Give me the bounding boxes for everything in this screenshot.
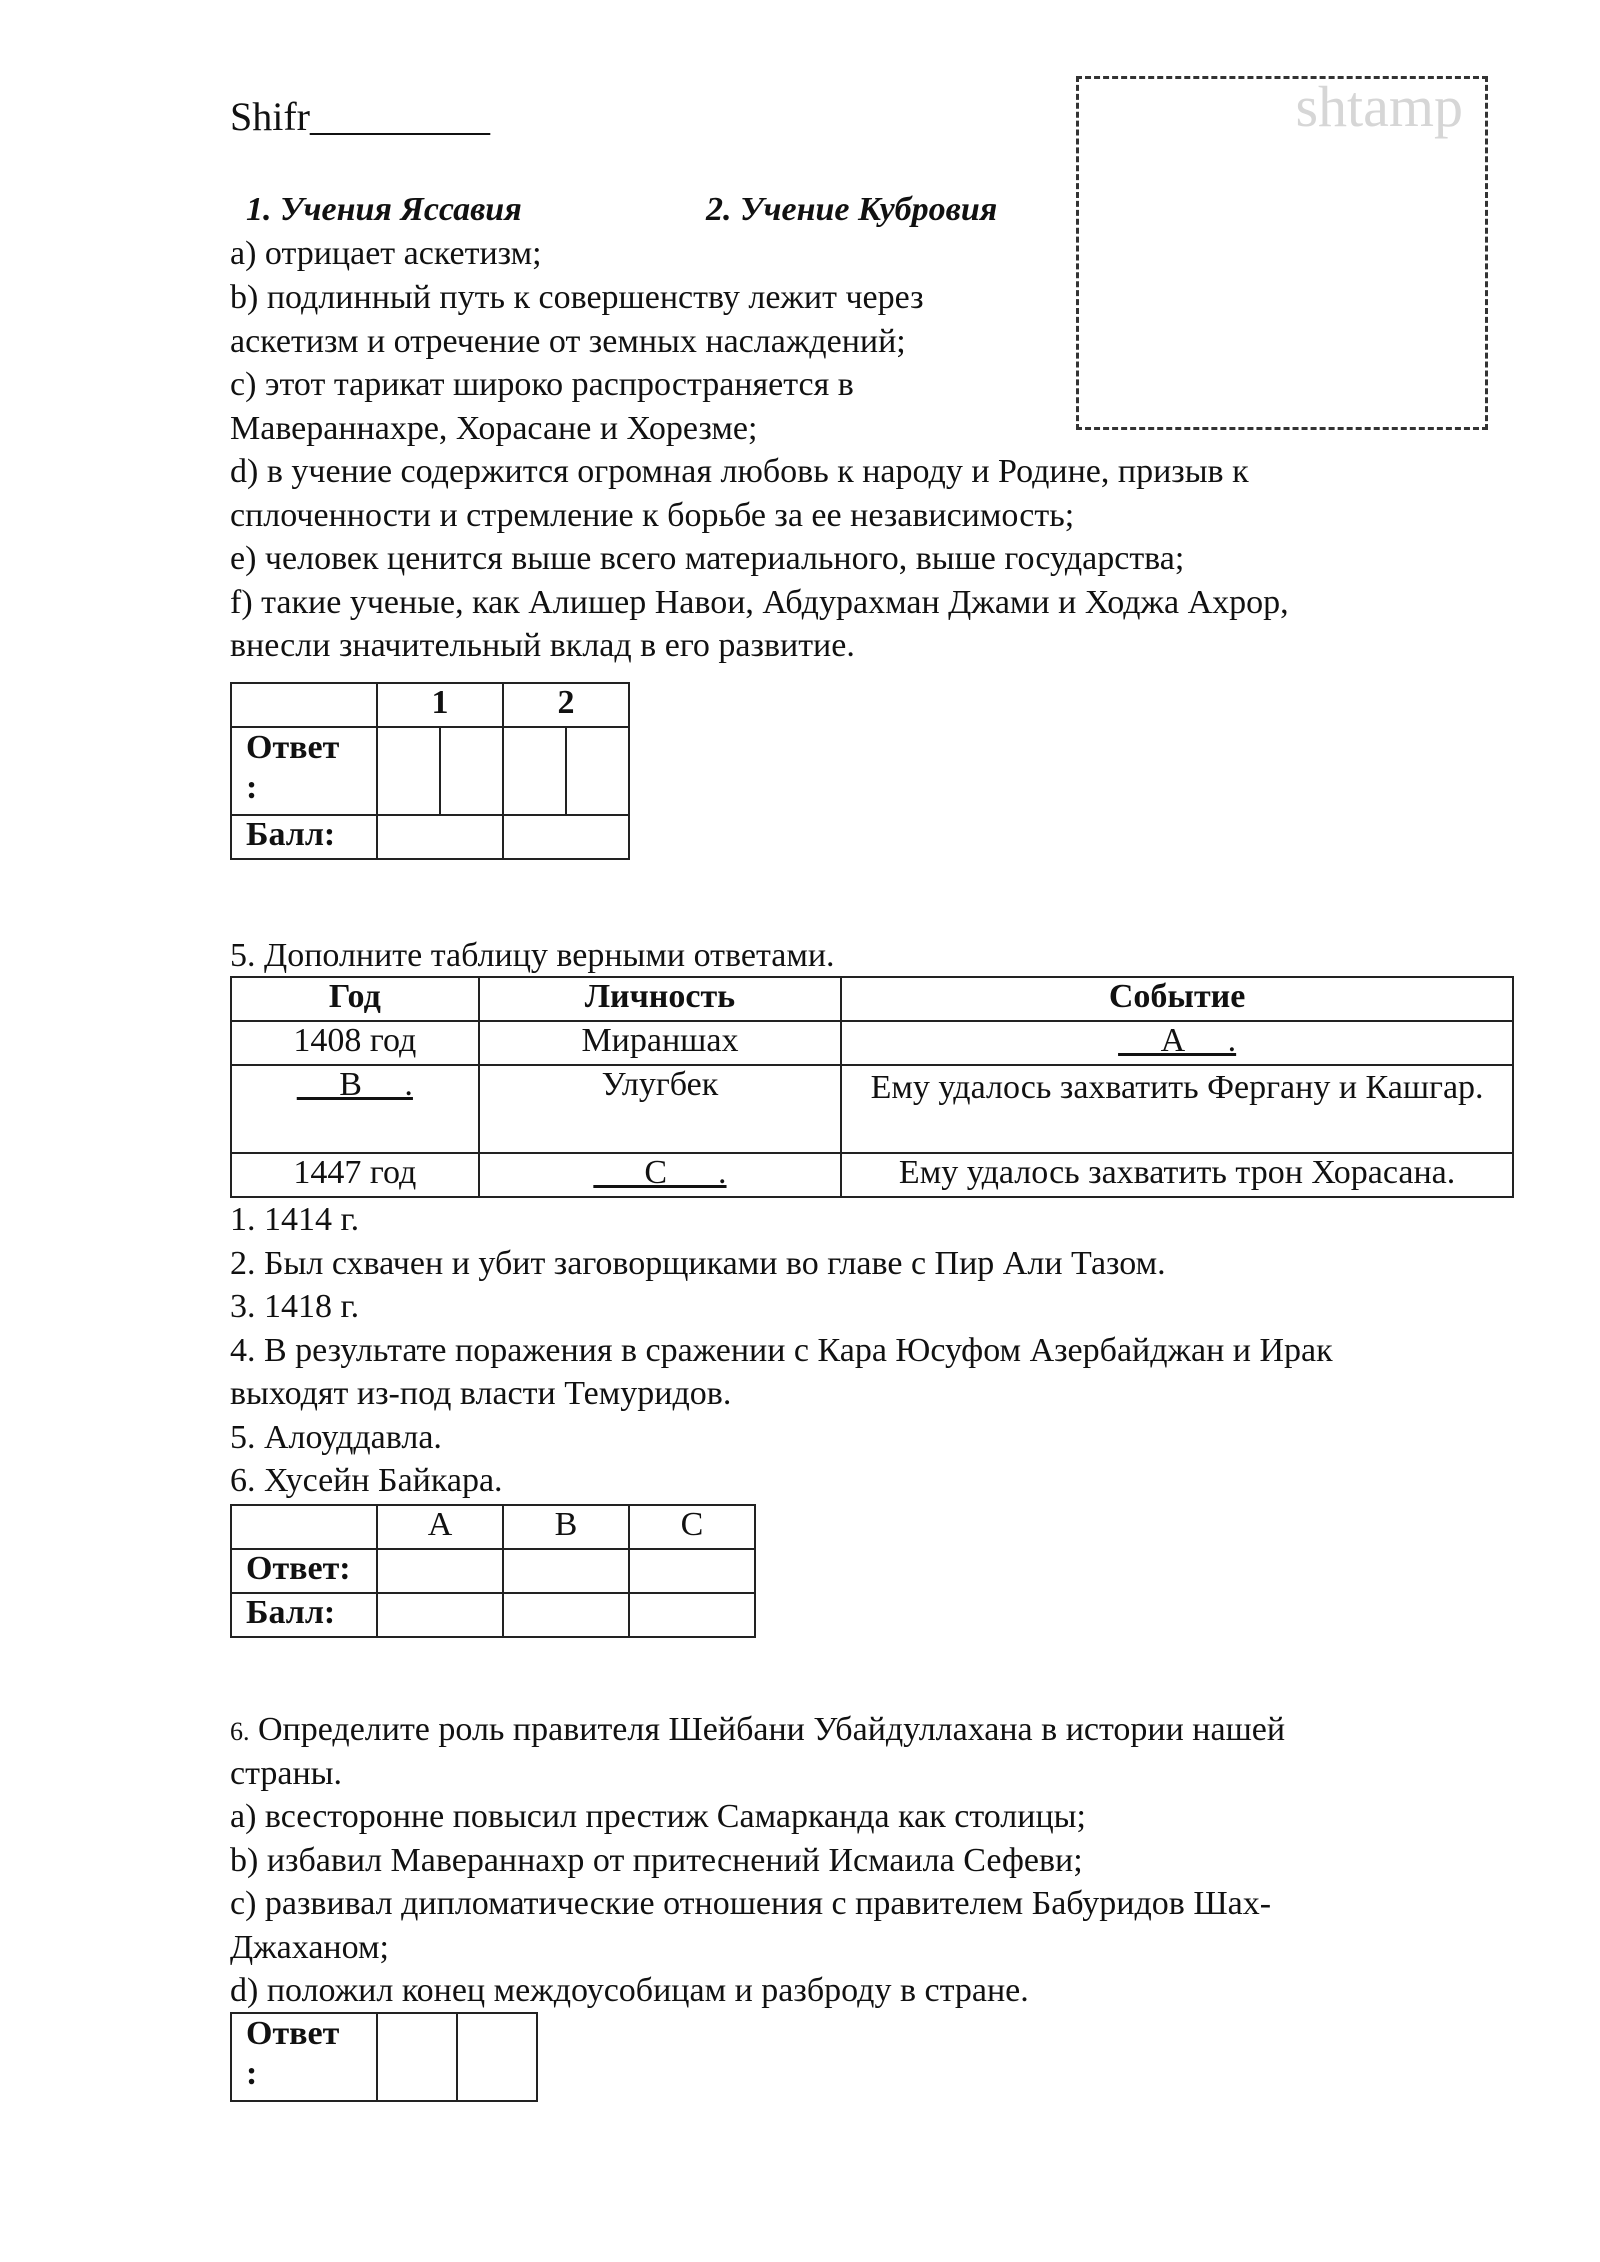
q5-table-corner xyxy=(231,1505,377,1549)
cell-person: Улугбек xyxy=(479,1065,842,1153)
heading-yassavi: 1. Учения Яссавия xyxy=(246,191,522,228)
q6-answer-cell[interactable] xyxy=(457,2013,537,2101)
shifr-field[interactable]: Shifr_________ xyxy=(230,94,490,139)
option-line: аскетизм и отречение от земных наслаждений; xyxy=(230,323,906,360)
q4-answer-label-colon: : xyxy=(246,769,258,806)
blank-a xyxy=(841,1021,1513,1065)
cell-year: 1408 год xyxy=(231,1021,479,1065)
q6-answer-label-colon: : xyxy=(246,2055,258,2092)
q5-col-header: C xyxy=(629,1505,755,1549)
q4-score-label: Балл: xyxy=(231,815,377,859)
q5-option: 6. Хусейн Байкара. xyxy=(230,1462,503,1499)
q4-answer-label-text: Ответ xyxy=(246,729,340,766)
q5-fill-table xyxy=(230,976,1514,1198)
q5-score-cell[interactable] xyxy=(629,1593,755,1637)
q5-col-header: B xyxy=(503,1505,629,1549)
q4-answer-table xyxy=(230,682,630,860)
option-line: b) подлинный путь к совершенству лежит через xyxy=(230,279,924,316)
q6-title xyxy=(230,1708,1285,1753)
q4-answer-cell[interactable] xyxy=(503,727,566,815)
q4-score-cell[interactable] xyxy=(377,815,503,859)
q4-answer-label xyxy=(231,727,377,815)
cell-event: Ему удалось захватить Фергану и Кашгар. xyxy=(841,1065,1513,1153)
q6-option: c) развивал дипломатические отношения с правителем Бабуридов Шах- xyxy=(230,1885,1272,1922)
option-line: e) человек ценится выше всего материального, выше государства; xyxy=(230,540,1185,577)
blank-b-text: В . xyxy=(296,1066,413,1103)
q6-option: a) всесторонне повысил престиж Самарканда как столицы; xyxy=(230,1798,1086,1835)
blank-b xyxy=(231,1065,479,1153)
q6-answer-table xyxy=(230,2012,538,2102)
q4-score-cell[interactable] xyxy=(503,815,629,859)
q5-option: выходят из-под власти Темуридов. xyxy=(230,1375,732,1412)
q4-answer-cell[interactable] xyxy=(440,727,503,815)
q5-answer-cell[interactable] xyxy=(377,1549,503,1593)
q6-option: b) избавил Мавераннахр от притеснений Исмаила Сефеви; xyxy=(230,1842,1083,1879)
q4-col-header: 2 xyxy=(503,683,629,727)
q4-col-header: 1 xyxy=(377,683,503,727)
q6-number: 6. xyxy=(230,1717,250,1746)
q4-table-corner xyxy=(231,683,377,727)
header-event: Событие xyxy=(841,977,1513,1021)
q5-answer-cell[interactable] xyxy=(503,1549,629,1593)
q5-answer-cell[interactable] xyxy=(629,1549,755,1593)
q6-option: Джаханом; xyxy=(230,1929,389,1966)
stamp-box xyxy=(1076,76,1488,430)
option-line: a) отрицает аскетизм; xyxy=(230,235,542,272)
q6-title-cont: страны. xyxy=(230,1755,342,1792)
header-year: Год xyxy=(231,977,479,1021)
q4-answer-cell[interactable] xyxy=(566,727,629,815)
q5-option: 1. 1414 г. xyxy=(230,1201,360,1238)
q5-option: 2. Был схвачен и убит заговорщиками во главе с Пир Али Тазом. xyxy=(230,1245,1166,1282)
q5-score-cell[interactable] xyxy=(377,1593,503,1637)
cell-event: Ему удалось захватить трон Хорасана. xyxy=(841,1153,1513,1197)
cell-person: Мираншах xyxy=(479,1021,842,1065)
q5-answer-label: Ответ: xyxy=(231,1549,377,1593)
q5-option: 5. Алоуддавла. xyxy=(230,1419,442,1456)
q5-score-cell[interactable] xyxy=(503,1593,629,1637)
option-line: внесли значительный вклад в его развитие. xyxy=(230,627,855,664)
q6-option: d) положил конец междоусобицам и разброду в стране. xyxy=(230,1972,1029,2009)
q5-option: 3. 1418 г. xyxy=(230,1288,360,1325)
blank-c xyxy=(479,1153,842,1197)
option-line: f) такие ученые, как Алишер Навои, Абдурахман Джами и Ходжа Ахрор, xyxy=(230,584,1289,621)
blank-c-text: С . xyxy=(593,1154,727,1191)
option-line: c) этот тарикат широко распространяется в xyxy=(230,366,854,403)
blank-a-text: А . xyxy=(1118,1022,1237,1059)
q4-answer-cell[interactable] xyxy=(377,727,440,815)
q5-col-header: A xyxy=(377,1505,503,1549)
q6-title-text: Определите роль правителя Шейбани Убайдуллахана в истории нашей xyxy=(249,1711,1286,1748)
option-line: сплоченности и стремление к борьбе за ее независимость; xyxy=(230,497,1075,534)
q5-title: 5. Дополните таблицу верными ответами. xyxy=(230,937,835,974)
header-person: Личность xyxy=(479,977,842,1021)
heading-kubravi: 2. Учение Кубровия xyxy=(706,191,998,228)
stamp-watermark: shtamp xyxy=(1295,74,1463,139)
q5-score-label: Балл: xyxy=(231,1593,377,1637)
q6-answer-label-text: Ответ xyxy=(246,2015,340,2052)
option-line: d) в учение содержится огромная любовь к народу и Родине, призыв к xyxy=(230,453,1249,490)
q5-option: 4. В результате поражения в сражении с Кара Юсуфом Азербайджан и Ирак xyxy=(230,1332,1333,1369)
q6-answer-label xyxy=(231,2013,377,2101)
cell-year: 1447 год xyxy=(231,1153,479,1197)
q6-answer-cell[interactable] xyxy=(377,2013,457,2101)
option-line: Мавераннахре, Хорасане и Хорезме; xyxy=(230,410,758,447)
q5-answer-table xyxy=(230,1504,756,1638)
